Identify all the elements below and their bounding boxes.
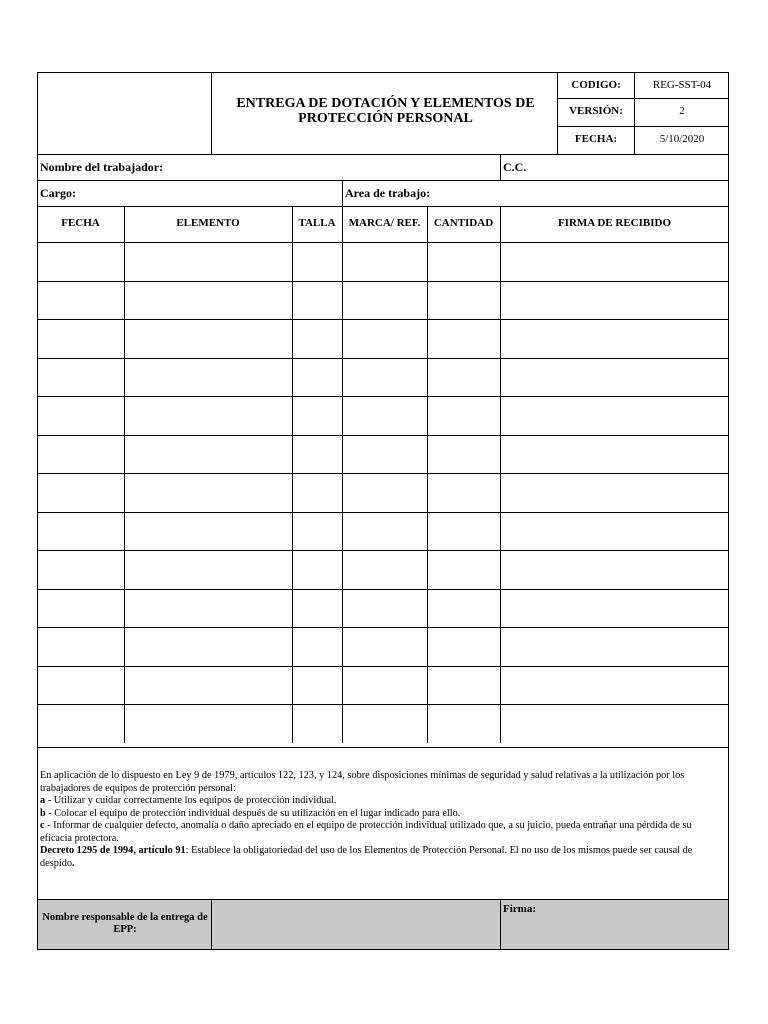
legal-decree <box>40 845 726 870</box>
table-header-cell: TALLA <box>298 217 336 229</box>
code-value: REG-SST-04 <box>652 79 712 91</box>
table-cell[interactable] <box>293 397 342 435</box>
legal-item-b <box>40 808 726 821</box>
responsible-label: Nombre responsable de la entrega de EPP: <box>42 912 208 935</box>
table-cell[interactable] <box>38 667 124 705</box>
table-cell[interactable] <box>501 705 729 743</box>
signature-label: Firma: <box>503 903 536 915</box>
work-area-label: Area de trabajo: <box>345 186 431 200</box>
table-cell[interactable] <box>38 628 124 666</box>
table-cell[interactable] <box>501 320 729 358</box>
table-cell[interactable] <box>293 474 342 512</box>
table-cell[interactable] <box>125 590 292 628</box>
document-title <box>213 96 558 126</box>
table-cell[interactable] <box>38 397 124 435</box>
worker-name-field[interactable] <box>212 155 499 179</box>
table-cell[interactable] <box>125 474 292 512</box>
table-cell[interactable] <box>343 436 427 474</box>
table-cell[interactable] <box>501 474 729 512</box>
table-cell[interactable] <box>428 243 500 281</box>
table-cell[interactable] <box>428 628 500 666</box>
date-value: 5/10/2020 <box>659 133 705 145</box>
table-cell[interactable] <box>38 551 124 589</box>
table-cell[interactable] <box>343 667 427 705</box>
table-cell[interactable] <box>428 513 500 551</box>
table-cell[interactable] <box>38 474 124 512</box>
table-cell[interactable] <box>501 628 729 666</box>
table-cell[interactable] <box>501 282 729 320</box>
header-row-line-1 <box>557 98 729 99</box>
table-cell[interactable] <box>343 705 427 743</box>
table-cell[interactable] <box>293 551 342 589</box>
table-cell[interactable] <box>293 513 342 551</box>
table-cell[interactable] <box>293 628 342 666</box>
table-cell[interactable] <box>501 436 729 474</box>
table-cell[interactable] <box>125 667 292 705</box>
table-cell[interactable] <box>343 282 427 320</box>
table-cell[interactable] <box>501 551 729 589</box>
table-header-cell: FECHA <box>61 217 100 229</box>
legal-item-b-letter: b <box>40 807 46 819</box>
version-label: VERSIÓN: <box>569 105 623 117</box>
worker-cc-divider <box>500 154 501 180</box>
worker-cc-label: C.C. <box>503 160 527 174</box>
table-top-line <box>37 206 729 207</box>
table-cell[interactable] <box>293 590 342 628</box>
table-cell[interactable] <box>293 436 342 474</box>
table-cell[interactable] <box>125 359 292 397</box>
legal-item-c <box>40 820 726 845</box>
table-cell[interactable] <box>428 551 500 589</box>
table-cell[interactable] <box>293 243 342 281</box>
table-cell[interactable] <box>501 590 729 628</box>
legal-decree-end: . <box>72 857 75 869</box>
responsible-name-field[interactable] <box>212 900 500 949</box>
table-cell[interactable] <box>428 436 500 474</box>
table-header-cell: MARCA/ REF. <box>348 217 421 229</box>
table-cell[interactable] <box>428 320 500 358</box>
legal-item-c-text: - Informar de cualquier defecto, anomalía o daño apreciado en el equipo de protección individual utilizado que, a su juicio, pueda entrañar una pérdida de su eficacia protectora. <box>40 820 692 844</box>
table-cell[interactable] <box>428 705 500 743</box>
table-cell[interactable] <box>428 397 500 435</box>
table-cell[interactable] <box>38 590 124 628</box>
table-cell[interactable] <box>125 628 292 666</box>
document-title-line-2: PROTECCIÓN PERSONAL <box>298 111 473 126</box>
legal-item-a-letter: a <box>40 795 46 806</box>
table-cell[interactable] <box>38 359 124 397</box>
table-header-cell: FIRMA DE RECIBIDO <box>557 217 672 229</box>
table-cell[interactable] <box>343 243 427 281</box>
table-cell[interactable] <box>125 705 292 743</box>
table-header-cell: ELEMENTO <box>176 217 240 229</box>
legal-item-a <box>40 795 726 808</box>
table-cell[interactable] <box>38 282 124 320</box>
table-cell[interactable] <box>38 320 124 358</box>
table-cell[interactable] <box>428 359 500 397</box>
table-cell[interactable] <box>293 320 342 358</box>
table-cell[interactable] <box>343 359 427 397</box>
table-cell[interactable] <box>428 474 500 512</box>
table-cell[interactable] <box>343 590 427 628</box>
cargo-area-divider <box>342 180 343 206</box>
legal-item-c-letter: c <box>40 820 45 831</box>
table-cell[interactable] <box>125 397 292 435</box>
table-cell[interactable] <box>343 320 427 358</box>
table-cell[interactable] <box>343 551 427 589</box>
work-area-field[interactable] <box>440 181 728 205</box>
legal-decree-text: : Establece la obligatoriedad del uso de los Elementos de Protección Personal. El no uso de los mismos puede ser causal de despido <box>40 845 693 869</box>
document-title-line-1: ENTREGA DE DOTACIÓN Y ELEMENTOS DE <box>236 96 535 111</box>
table-cell[interactable] <box>125 436 292 474</box>
legal-item-b-text: - Colocar el equipo de protección individual después de su utilización en el lugar indicado para ello. <box>45 807 461 819</box>
cargo-field[interactable] <box>90 181 341 205</box>
header-row-line-2 <box>557 126 729 127</box>
code-label: CODIGO: <box>571 79 621 91</box>
legal-intro: En aplicación de lo dispuesto en Ley 9 de 1979, artículos 122, 123, y 124, sobre disposiciones mínimas de seguridad y salud relativas a la utilización por los trabajadores de equipos de protección personal: <box>40 770 685 794</box>
table-cell[interactable] <box>38 705 124 743</box>
table-cell[interactable] <box>125 320 292 358</box>
legal-top-line <box>37 747 729 748</box>
table-cell[interactable] <box>501 359 729 397</box>
date-label: FECHA: <box>574 133 618 145</box>
table-cell[interactable] <box>501 397 729 435</box>
cargo-label: Cargo: <box>40 186 76 200</box>
worker-cc-field[interactable] <box>530 155 728 179</box>
table-cell[interactable] <box>293 705 342 743</box>
table-cell[interactable] <box>343 628 427 666</box>
table-cell[interactable] <box>501 243 729 281</box>
table-cell[interactable] <box>501 513 729 551</box>
legal-decree-reference: Decreto 1295 de 1994, artículo 91 <box>40 845 186 856</box>
table-cell[interactable] <box>125 551 292 589</box>
table-cell[interactable] <box>428 590 500 628</box>
header-divider-left <box>211 72 212 154</box>
table-cell[interactable] <box>343 474 427 512</box>
table-cell[interactable] <box>428 282 500 320</box>
table-cell[interactable] <box>501 667 729 705</box>
table-cell[interactable] <box>293 282 342 320</box>
table-cell[interactable] <box>125 243 292 281</box>
table-cell[interactable] <box>125 513 292 551</box>
legal-notice <box>40 770 726 870</box>
table-cell[interactable] <box>38 513 124 551</box>
signature-field[interactable] <box>501 900 728 949</box>
logo-area <box>38 73 211 153</box>
table-cell[interactable] <box>125 282 292 320</box>
table-cell[interactable] <box>343 397 427 435</box>
table-cell[interactable] <box>38 436 124 474</box>
worker-name-label: Nombre del trabajador: <box>40 160 164 174</box>
legal-item-a-text: - Utilizar y cuidar correctamente los equipos de protección individual. <box>45 795 337 806</box>
table-cell[interactable] <box>293 667 342 705</box>
table-cell[interactable] <box>293 359 342 397</box>
table-cell[interactable] <box>38 243 124 281</box>
version-value: 2 <box>679 105 685 117</box>
table-header-cell: CANTIDAD <box>433 217 494 229</box>
table-cell[interactable] <box>343 513 427 551</box>
table-cell[interactable] <box>428 667 500 705</box>
